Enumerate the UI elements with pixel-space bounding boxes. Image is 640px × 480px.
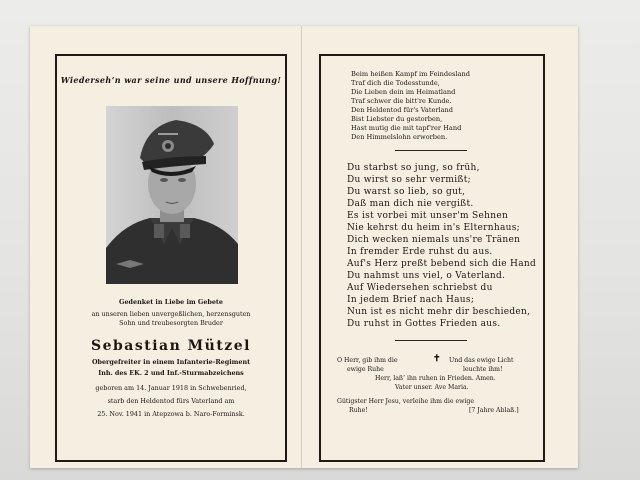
poem2-line: Nun ist es nicht mehr dir beschieden, bbox=[347, 307, 531, 317]
poem2-line: Auf's Herz preßt bebend sich die Hand bbox=[347, 259, 537, 269]
poem1-line: Hast mutig die mit tapf'rer Hand bbox=[351, 124, 462, 132]
poem1-line: Beim heißen Kampf im Feindesland bbox=[351, 70, 470, 78]
rank-line: Obergefreiter in einem Infanterie-Regiment bbox=[91, 358, 251, 366]
poem1-line: Die Lieben dein im Heimatland bbox=[351, 88, 456, 96]
hope-quote: Wiederseh’n war seine und unsere Hoffnung! bbox=[60, 75, 282, 85]
cross-icon: ✝ bbox=[433, 354, 441, 364]
decorations-line: Inh. des EK. 2 und Inf.-Sturmabzeichens bbox=[98, 369, 244, 377]
bottom-divider bbox=[395, 340, 467, 341]
relation-line-1: an unseren lieben unvergeßlichen, herzensguten bbox=[91, 310, 251, 318]
poem2-line: Du warst so lieb, so gut, bbox=[347, 187, 466, 197]
prayer-line-5: Gütigster Herr Jesu, verleihe ihm die ewige bbox=[337, 398, 475, 405]
deceased-name: Sebastian Mützel bbox=[91, 338, 251, 354]
prayer-right-a: Und das ewige Licht bbox=[449, 357, 514, 364]
right-panel bbox=[319, 54, 545, 462]
poem2-line: Nie kehrst du heim in's Elternhaus; bbox=[347, 223, 520, 233]
poem1-line: Den Heldentod für's Vaterland bbox=[351, 106, 454, 114]
poem2-line: Du nahmst uns viel, o Vaterland. bbox=[347, 271, 506, 281]
poem2-line: Du ruhst in Gottes Frieden aus. bbox=[347, 319, 501, 329]
remembrance-line: Gedenket in Liebe im Gebete bbox=[119, 298, 223, 306]
memorial-card bbox=[30, 26, 578, 468]
prayer-line-3: Herr, laß’ ihn ruhen in Frieden. Amen. bbox=[375, 375, 496, 382]
birth-line: geboren am 14. Januar 1918 in Schwebenried, bbox=[95, 384, 247, 392]
prayer-left-a: O Herr, gib ihm die bbox=[337, 357, 398, 364]
prayer-left-b: ewige Ruhe bbox=[347, 366, 384, 373]
relation-line-2: Sohn und treubesorgten Bruder bbox=[119, 319, 223, 327]
poem2-line: Dich wecken niemals uns're Tränen bbox=[347, 235, 521, 245]
prayer-line-4: Vater unser. Ave Maria. bbox=[395, 384, 469, 391]
poem2-line: Du wirst so sehr vermißt; bbox=[347, 175, 471, 185]
poem2-line: Auf Wiedersehen schriebst du bbox=[347, 283, 493, 293]
death-line-1: starb den Heldentod fürs Vaterland am bbox=[107, 397, 235, 405]
poem2-line: Daß man dich nie vergißt. bbox=[347, 199, 474, 209]
poem2-line: Es ist vorbei mit unser'm Sehnen bbox=[347, 211, 509, 221]
prayer-right-b: leuchte ihm! bbox=[463, 366, 503, 373]
soldier-portrait bbox=[106, 106, 238, 284]
poem2-line: In fremder Erde ruhst du aus. bbox=[347, 247, 493, 257]
death-line-2: 25. Nov. 1941 in Atepzowa b. Naro-Forminsk. bbox=[97, 410, 245, 418]
poem2-line: In jedem Brief nach Haus; bbox=[347, 295, 475, 305]
poem1-line: Den Himmelslohn erworben. bbox=[351, 133, 448, 141]
poem2-line: Du starbst so jung, so früh, bbox=[347, 163, 480, 173]
left-panel bbox=[55, 54, 287, 462]
poem1-line: Bist Liebster du gestorben, bbox=[351, 115, 443, 123]
prayer-line-6-left: Ruhe! bbox=[349, 407, 368, 414]
indulgence-note: [7 Jahre Ablaß.] bbox=[469, 407, 519, 414]
top-divider bbox=[395, 150, 467, 151]
poem1-line: Traf schwer die bitt're Kunde. bbox=[351, 97, 452, 105]
poem1-line: Traf dich die Todesstunde, bbox=[351, 79, 440, 87]
card-fold bbox=[301, 26, 302, 468]
